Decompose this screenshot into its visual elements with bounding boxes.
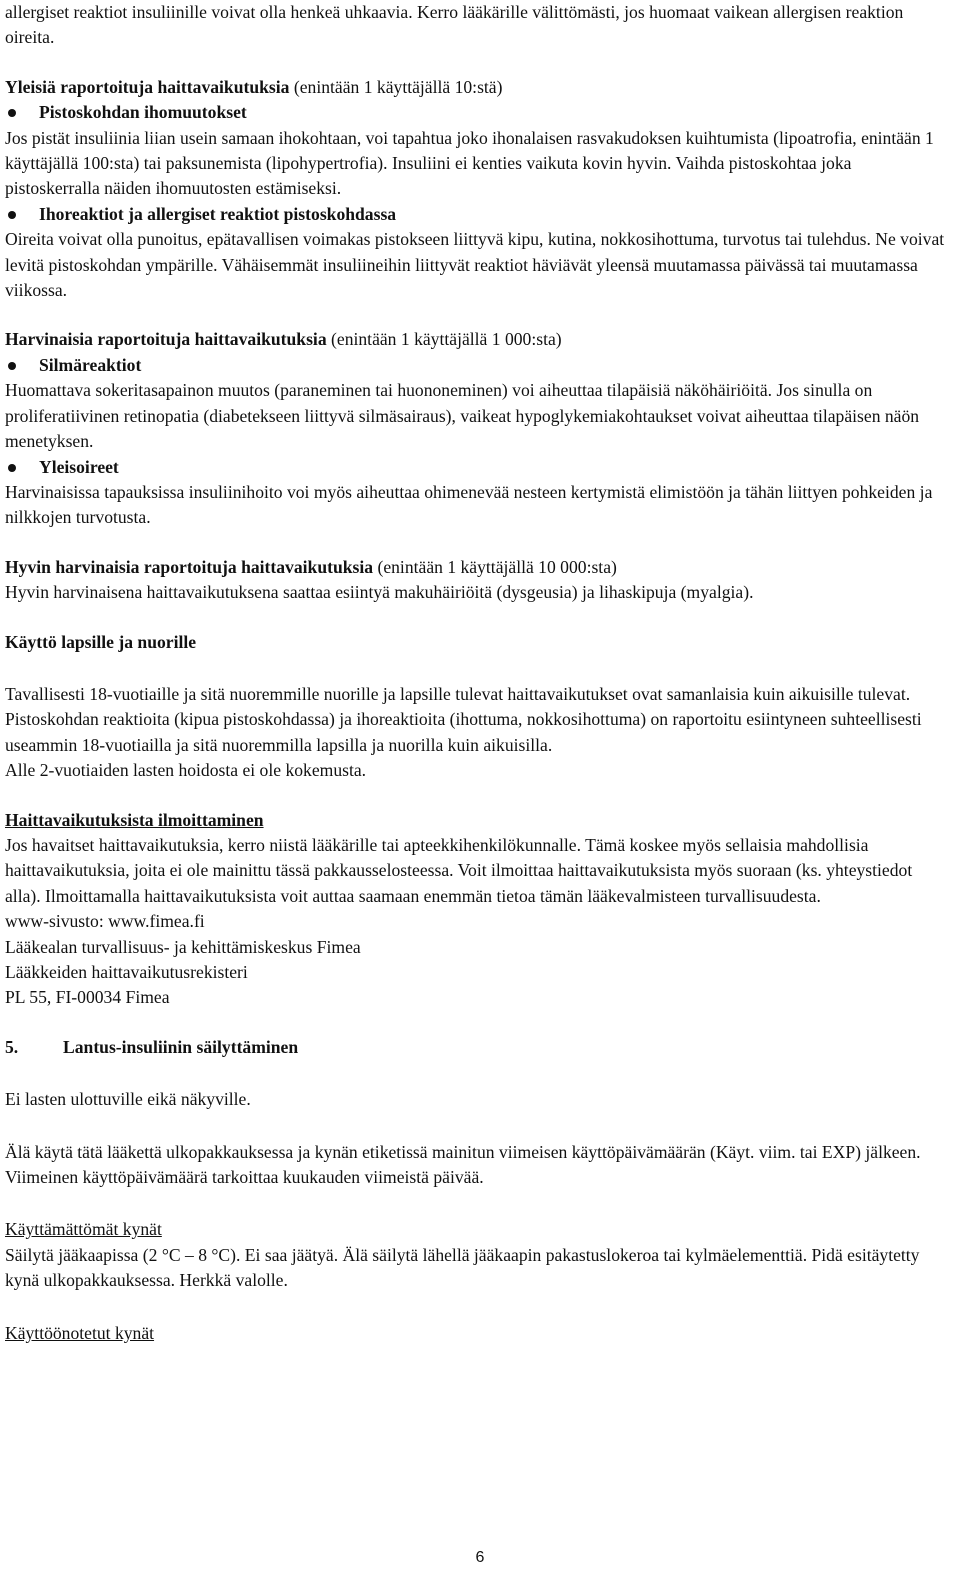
rare-side-effects-heading bbox=[5, 327, 950, 352]
page-number: 6 bbox=[475, 1549, 485, 1566]
leaflet-page bbox=[5, 0, 950, 1346]
common-heading-label: Yleisiä raportoituja haittavaikutuksia bbox=[5, 76, 290, 97]
children-text: Tavallisesti 18-vuotiaille ja sitä nuoremmille nuorille ja lapsille tulevat haittavaikutukset ovat samanlaisia kuin aikuisille tulevat. Pistoskohdan reaktioita (kipua pistoskohdassa) ja ihoreaktioita (ihottuma, nokkosihottuma) on raportoitu esiintyneen suhteellisesti useammin 18-vuotiailla ja sitä nuoremmilla lapsilla ja nuorilla kuin aikuisilla. bbox=[5, 683, 922, 755]
children-note: Alle 2-vuotiaiden lasten hoidosta ei ole kokemusta. bbox=[5, 760, 367, 781]
bullet-title: Silmäreaktiot bbox=[39, 354, 142, 375]
section-number: 5. bbox=[5, 1036, 19, 1057]
bullet-icon bbox=[8, 362, 16, 370]
very-rare-text: Hyvin harvinaisena haittavaikutuksena saattaa esiintyä makuhäiriöitä (dysgeusia) ja lihaskipuja (myalgia). bbox=[5, 582, 754, 603]
common-frequency: (enintään 1 käyttäjällä 10:stä) bbox=[293, 76, 503, 97]
very-rare-frequency: (enintään 1 käyttäjällä 10 000:sta) bbox=[377, 556, 617, 577]
bullet-icon bbox=[8, 464, 16, 472]
section-title: Lantus-insuliinin säilyttäminen bbox=[63, 1036, 299, 1057]
bullet-title: Pistoskohdan ihomuutokset bbox=[39, 102, 247, 123]
bullet-title: Yleisoireet bbox=[39, 456, 119, 477]
storage-paragraph-1: Ei lasten ulottuville eikä näkyville. bbox=[5, 1089, 251, 1110]
section-5-heading bbox=[5, 1035, 950, 1060]
bullet-title: Ihoreaktiot ja allergiset reaktiot pistoskohdassa bbox=[39, 203, 397, 224]
unused-pens-text: Säilytä jääkaapissa (2 °C – 8 °C). Ei saa jäätyä. Älä säilytä lähellä jääkaapin pakastuslokeroa tai kylmäelementtiä. Pidä esitäytetty kynä ulkopakkauksessa. Herkkä valolle. bbox=[5, 1244, 920, 1291]
storage-paragraph-2: Älä käytä tätä lääkettä ulkopakkauksessa ja kynän etiketissä mainitun viimeisen käyttöpäivämäärän (Käyt. viim. tai EXP) jälkeen. Viimeinen käyttöpäivämäärä tarkoittaa kuukauden viimeistä päivää. bbox=[5, 1141, 921, 1188]
bullet-item bbox=[5, 100, 950, 125]
bullet-item bbox=[5, 353, 950, 378]
bullet-item bbox=[5, 455, 950, 480]
very-rare-side-effects-heading bbox=[5, 555, 950, 580]
bullet-text: Huomattava sokeritasapainon muutos (paraneminen tai huononeminen) voi aiheuttaa tilapäisiä näköhäiriöitä. Jos sinulla on proliferatiivinen retinopatia (diabetekseen liittyvä silmäsairaus), vaikeat hypoglykemiakohtaukset voivat aiheuttaa tilapäisen näön menetyksen. bbox=[5, 380, 920, 452]
bullet-item bbox=[5, 202, 950, 227]
continuation-paragraph: allergiset reaktiot insuliinille voivat olla henkeä uhkaavia. Kerro lääkärille välittömästi, jos huomaat vaikean allergisen reaktion oireita. bbox=[5, 2, 904, 48]
bullet-text: Jos pistät insuliinia liian usein samaan ihokohtaan, voi tapahtua joko ihonalaisen rasvakudoksen kuihtumista (lipoatrofia, enintään 1 käyttäjällä 100:sta) tai paksunemista (lipohypertrofia). Insuliini ei kenties vaikuta kovin hyvin. Vaihda pistoskohtaa joka pistoskerralla näiden ihomuutosten estämiseksi. bbox=[5, 127, 934, 199]
rare-frequency: (enintään 1 käyttäjällä 1 000:sta) bbox=[331, 329, 562, 350]
rare-heading-label: Harvinaisia raportoituja haittavaikutuksia bbox=[5, 329, 327, 350]
contact-line: Lääkealan turvallisuus- ja kehittämiskeskus Fimea bbox=[5, 936, 361, 957]
bullet-icon bbox=[8, 109, 16, 117]
contact-line: Lääkkeiden haittavaikutusrekisteri bbox=[5, 962, 248, 982]
very-rare-heading-label: Hyvin harvinaisia raportoituja haittavaikutuksia bbox=[5, 556, 374, 577]
contact-line: PL 55, FI-00034 Fimea bbox=[5, 987, 170, 1008]
bullet-text: Harvinaisissa tapauksissa insuliinihoito voi myös aiheuttaa ohimenevää nesteen kertymistä elimistöön ja tähän liittyen pohkeiden ja nilkkojen turvotusta. bbox=[5, 481, 933, 528]
used-pens-heading: Käyttöönotetut kynät bbox=[5, 1322, 155, 1343]
common-side-effects-heading bbox=[5, 75, 950, 100]
reporting-text: Jos havaitset haittavaikutuksia, kerro niistä lääkärille tai apteekkihenkilökunnalle. Tämä koskee myös sellaisia mahdollisia haittavaikutuksia, joita ei ole mainittu tässä pakkausselosteessa. Voit ilmoittaa haittavaikutuksista myös suoraan (ks. yhteystiedot alla). Ilmoittamalla haittavaikutuksista voit auttaa saamaan enemmän tietoa tämän lääkevalmisteen turvallisuudesta. bbox=[5, 834, 913, 906]
bullet-text: Oireita voivat olla punoitus, epätavallisen voimakas pistokseen liittyvä kipu, kutina, nokkosihottuma, turvotus tai tulehdus. Ne voivat levitä pistoskohdan ympärille. Vähäisemmät insuliineihin liittyvät reaktiot häviävät yleensä muutamassa päivässä tai muutamassa viikossa. bbox=[5, 229, 945, 301]
bullet-icon bbox=[8, 211, 16, 219]
reporting-heading: Haittavaikutuksista ilmoittaminen bbox=[5, 809, 264, 830]
unused-pens-heading: Käyttämättömät kynät bbox=[5, 1219, 162, 1240]
contact-line: www-sivusto: www.fimea.fi bbox=[5, 911, 205, 932]
children-heading: Käyttö lapsille ja nuorille bbox=[5, 631, 197, 652]
